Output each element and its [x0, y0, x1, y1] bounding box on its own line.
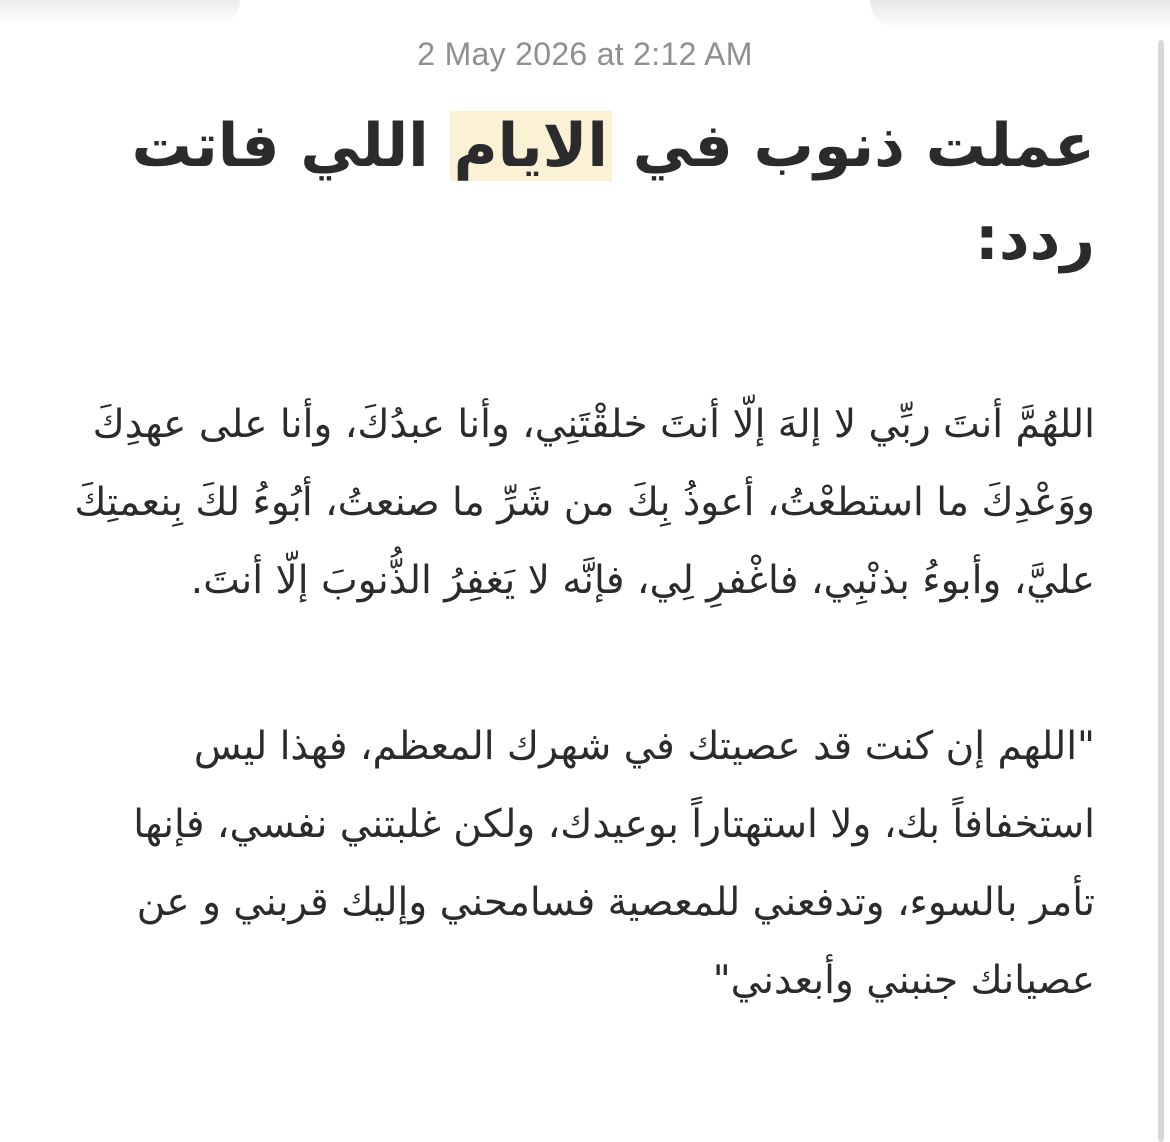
note-paragraph-2: "اللهم إن كنت قد عصيتك في شهرك المعظم، فهذا ليس استخفافاً بك، ولا استهتاراً بوعيدك، ولكن غلبتني نفسي، فإنها تأمر بالسوء، وتدفعني للمعصية فسامحني وإليك قربني و عن عصيانك جنبني وأبعدني" [133, 724, 1095, 1003]
note-timestamp: 2 May 2026 at 2:12 AM [417, 36, 753, 72]
note-title [70, 100, 1095, 286]
title-text-after: اللي فاتت [131, 111, 450, 181]
note-body[interactable] [70, 100, 1095, 1020]
search-highlight: الايام [450, 111, 612, 181]
note-paragraph-1: اللهُمَّ أنتَ ربِّي لا إلهَ إلّا أنتَ خلقْتَنِي، وأنا عبدُكَ، وأنا على عهدِكَ ووَعْدِكَ ما استطعْتُ، أعوذُ بِكَ من شَرِّ ما صنعتُ، أبُوءُ لكَ بِنعمتِكَ عليَّ، وأبوءُ بذنْبِي، فاغْفرِ لِي، فإنَّه لا يَغفِرُ الذُّنوبَ إلّا أنتَ. [74, 402, 1095, 603]
top-bar-shadow-left [0, 0, 240, 26]
title-line-2: ردد: [974, 204, 1095, 274]
scrollbar[interactable] [1158, 40, 1164, 1142]
top-bar-shadow-right [870, 0, 1170, 30]
title-text-before: عملت ذنوب في [611, 111, 1095, 181]
